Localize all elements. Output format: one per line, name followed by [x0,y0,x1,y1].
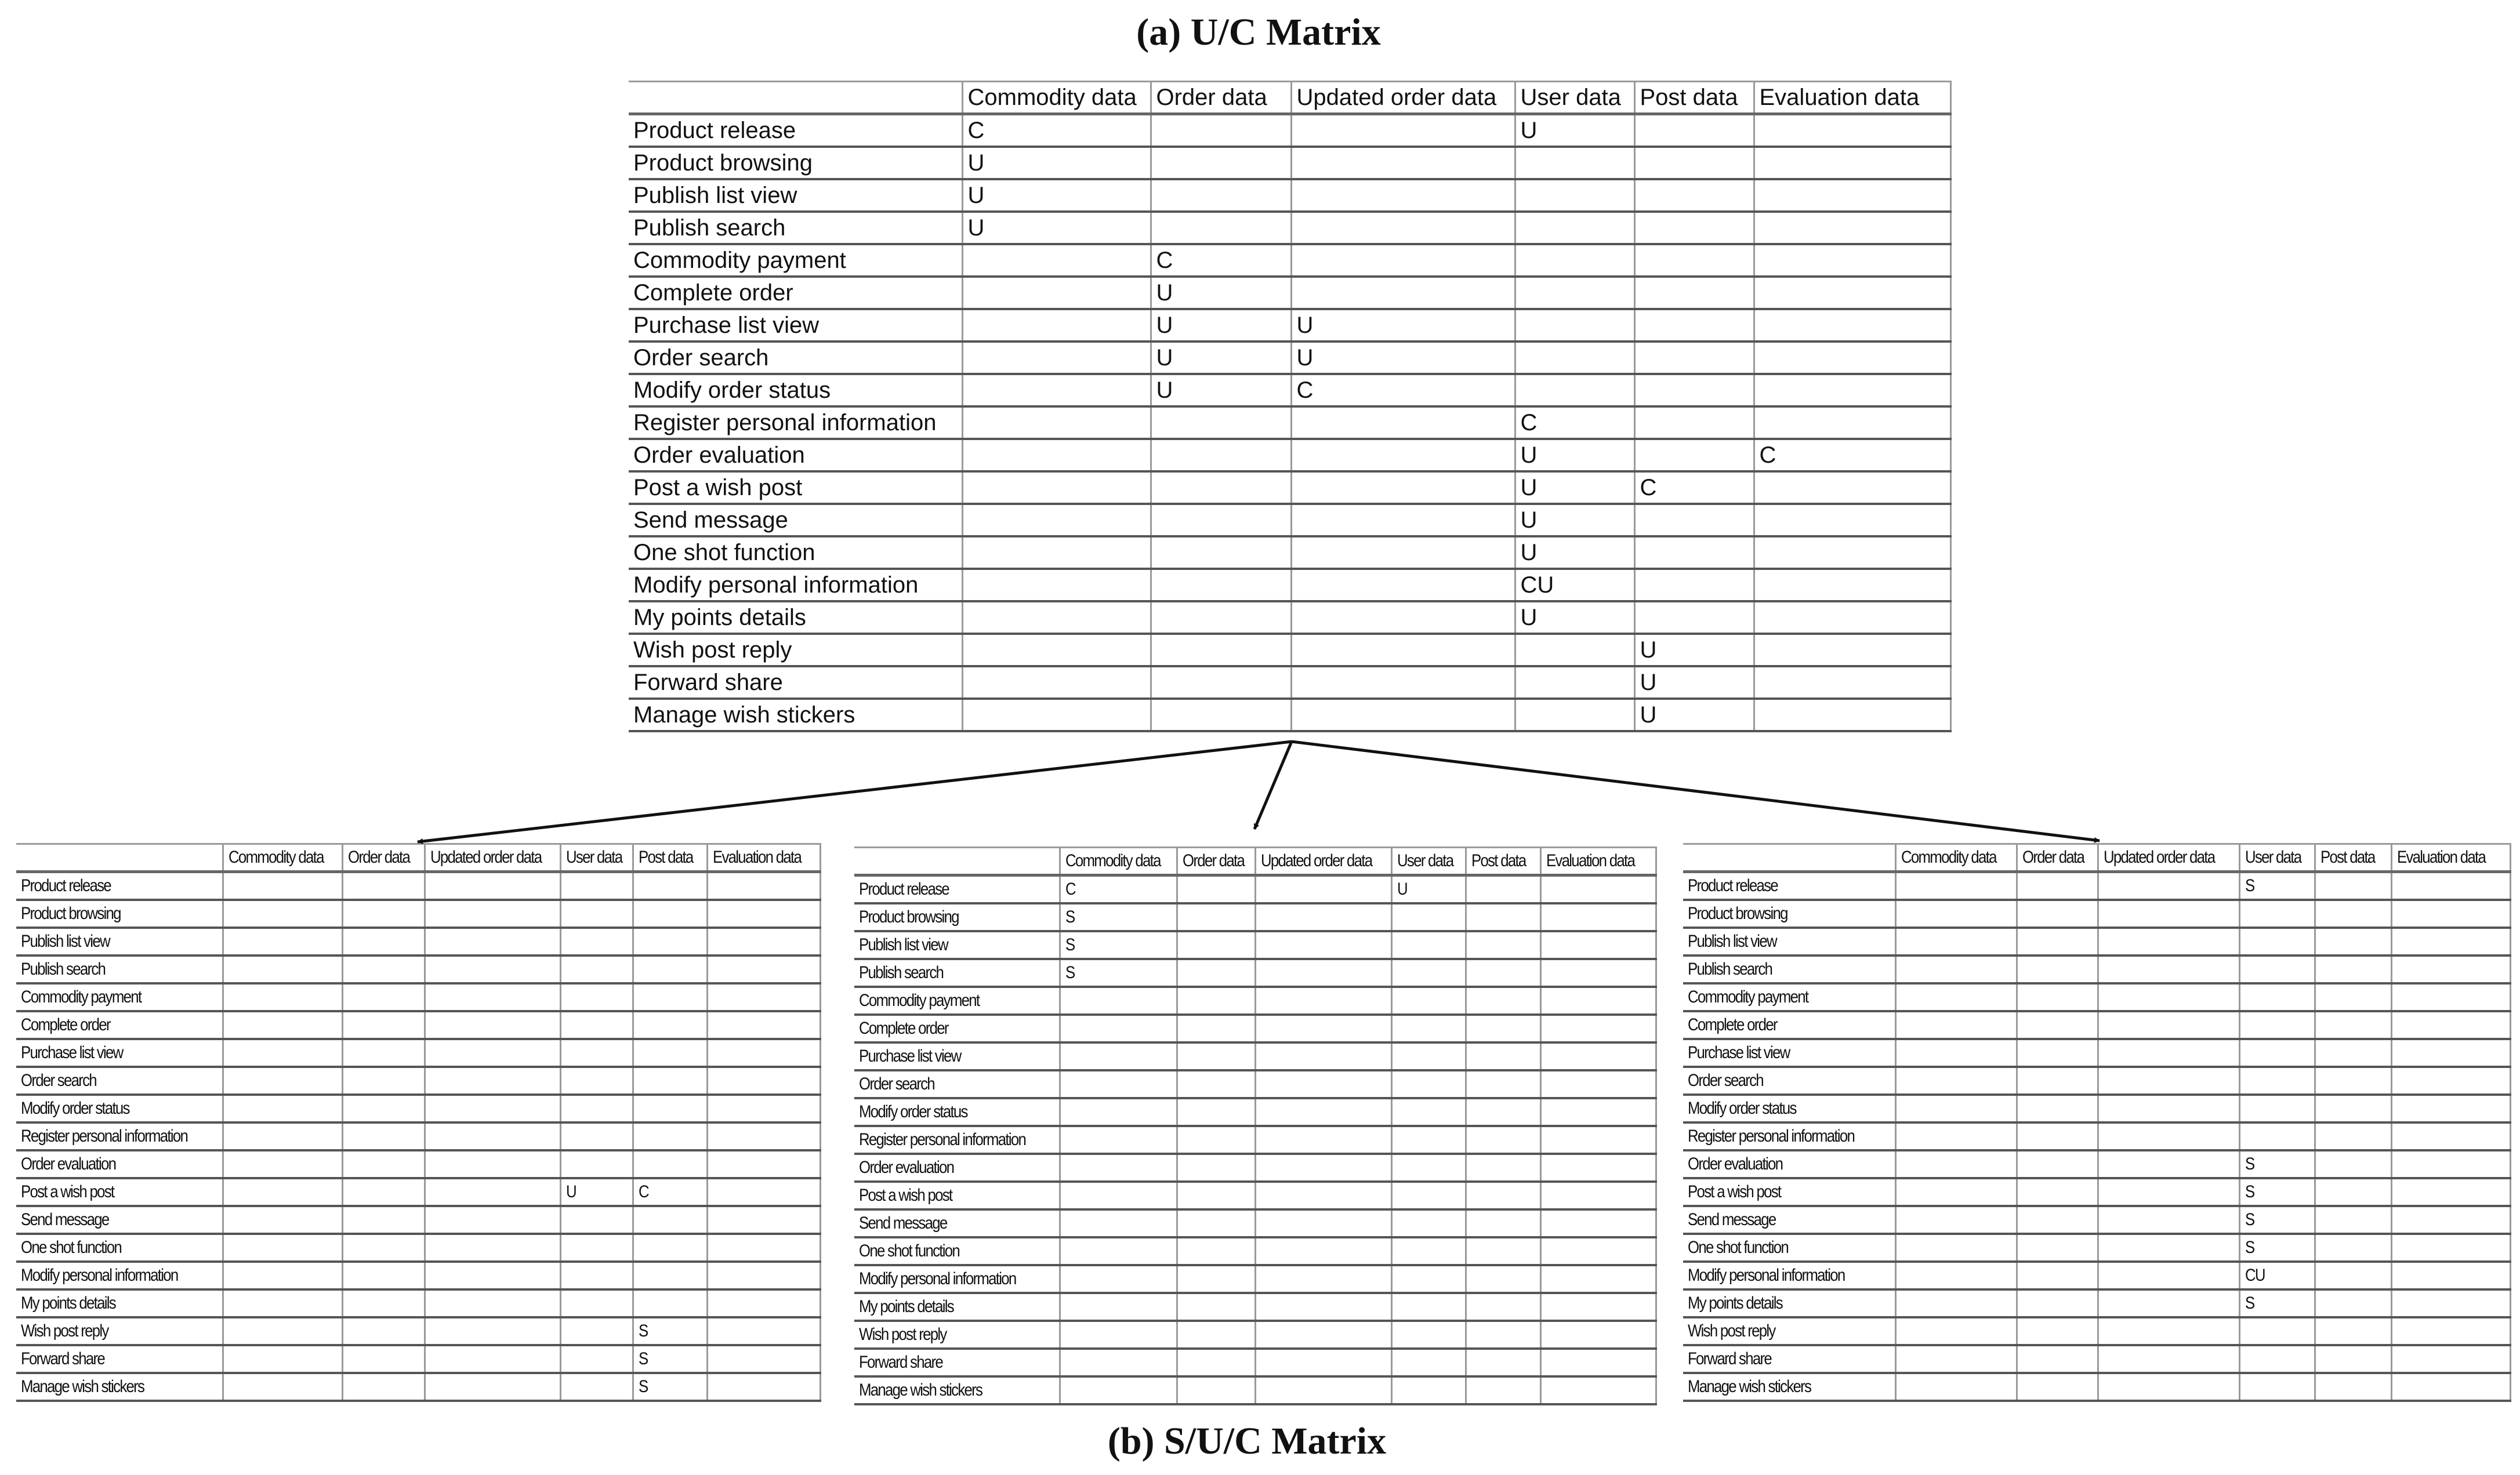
row-label-text: Modify order status [1688,1099,1796,1118]
row-label-text: Publish list view [859,935,948,954]
row-label-text: One shot function [859,1241,959,1260]
matrix-cell: U [1515,471,1634,504]
arrow-to-table-2 [1254,742,1292,829]
row-label-text: Publish list view [21,932,110,951]
matrix-cell: C [1291,374,1515,406]
row-label-text: Register personal information [1688,1127,1855,1146]
column-header-user-data-text: User data [2245,848,2301,867]
matrix-cell-text: CU [2245,1266,2265,1285]
row-label: My points details [629,601,962,634]
row-label-text: Send message [1688,1210,1776,1229]
matrix-cell: C [962,114,1151,147]
matrix-cell-text: S [2245,1154,2254,1174]
matrix-cell: U [1515,536,1634,569]
row-label: Modify order status [629,374,962,406]
row-label-text: Publish list view [1688,932,1776,951]
matrix-cell: U [1151,341,1291,374]
column-header-evaluation-data-text: Evaluation data [1546,851,1634,870]
matrix-cell: U [1151,277,1291,309]
matrix-cell-text: S [2245,1238,2254,1257]
column-header-post-data: Post data [1634,82,1754,114]
matrix-cell: U [1634,699,1754,731]
matrix-cell: C [1151,244,1291,277]
row-label: Publish search [629,212,962,244]
matrix-cell: U [1515,504,1634,536]
matrix-cell: U [1515,439,1634,471]
row-label-text: Purchase list view [859,1047,961,1066]
row-label-text: Purchase list view [1688,1043,1790,1062]
row-label: Publish list view [629,179,962,212]
column-header-evaluation-data: Evaluation data [1754,82,1950,114]
matrix-cell: U [1151,374,1291,406]
row-label: Product release [629,114,962,147]
row-label-text: Product release [1688,876,1778,895]
row-label-text: Modify order status [859,1102,967,1121]
row-label-text: One shot function [1688,1238,1788,1257]
row-label-text: Post a wish post [1688,1182,1781,1201]
matrix-cell-text: S [2245,876,2254,895]
row-label-text: Publish search [859,963,944,982]
row-label-text: Complete order [21,1015,110,1034]
row-label-text: Purchase list view [21,1043,123,1062]
row-label-text: Product release [21,876,111,895]
row-label: Wish post reply [629,634,962,666]
row-label: Forward share [629,666,962,699]
row-label-text: Wish post reply [1688,1321,1775,1340]
row-label-text: Forward share [21,1349,104,1368]
row-label-text: My points details [21,1294,115,1313]
row-label-text: Modify order status [21,1099,129,1118]
row-label-text: Wish post reply [21,1321,108,1340]
matrix-cell-text: S [2245,1210,2254,1229]
row-label-text: Order search [21,1071,96,1090]
column-header-updated-order-data-text: Updated order data [430,848,541,867]
matrix-cell-text: S [1065,935,1074,954]
row-label: Complete order [629,277,962,309]
row-label-text: Product browsing [1688,904,1787,923]
matrix-cell: U [962,212,1151,244]
column-header-order-data-text: Order data [1182,851,1244,870]
row-label-text: Register personal information [859,1130,1026,1149]
column-header-post-data-text: Post data [638,848,693,867]
row-label-text: Order evaluation [1688,1154,1783,1174]
row-label-text: Wish post reply [859,1325,947,1344]
column-header-commodity-data-text: Commodity data [228,848,324,867]
matrix-cell-text: S [1065,963,1074,982]
column-header-post-data-text: Post data [2320,848,2375,867]
row-label: Order evaluation [629,439,962,471]
row-label-text: Register personal information [21,1127,188,1146]
matrix-cell: U [1151,309,1291,341]
column-header-updated-order-data-text: Updated order data [2103,848,2214,867]
row-label: Purchase list view [629,309,962,341]
column-header-commodity-data-text: Commodity data [1901,848,1996,867]
row-label-text: My points details [1688,1294,1782,1313]
matrix-cell-text: C [1065,880,1075,899]
matrix-cell: U [1515,114,1634,147]
column-header-post-data-text: Post data [1471,851,1526,870]
row-label-text: Post a wish post [859,1186,952,1205]
matrix-cell-text: C [638,1182,648,1201]
column-header-user-data: User data [1515,82,1634,114]
row-label: Post a wish post [629,471,962,504]
matrix-cell-text: U [565,1182,576,1201]
matrix-cell: U [962,179,1151,212]
matrix-cell: U [1291,341,1515,374]
arrow-to-table-1 [418,742,1292,842]
row-label: Commodity payment [629,244,962,277]
row-label-text: Publish search [21,960,106,979]
row-label: Order search [629,341,962,374]
row-label: Send message [629,504,962,536]
row-label-text: Manage wish stickers [859,1380,982,1400]
matrix-cell-text: S [638,1321,647,1340]
matrix-cell-text: S [638,1349,647,1368]
arrow-to-table-3 [1292,742,2100,841]
row-label-text: Commodity payment [1688,987,1808,1007]
matrix-cell-text: S [2245,1294,2254,1313]
row-label-text: Complete order [859,1019,948,1038]
matrix-cell: U [1291,309,1515,341]
column-header-order-data-text: Order data [347,848,409,867]
row-label-text: Post a wish post [21,1182,114,1201]
matrix-cell: CU [1515,569,1634,601]
matrix-cell: U [962,147,1151,179]
row-label-text: Forward share [859,1353,942,1372]
matrix-cell: C [1754,439,1950,471]
column-header-evaluation-data-text: Evaluation data [712,848,801,867]
row-label: Product browsing [629,147,962,179]
row-label-text: Commodity payment [21,987,142,1007]
matrix-cell: C [1634,471,1754,504]
row-label: One shot function [629,536,962,569]
column-header-user-data-text: User data [1397,851,1453,870]
row-label-text: Forward share [1688,1349,1771,1368]
column-header-updated-order-data-text: Updated order data [1260,851,1372,870]
title-suc-matrix: (b) S/U/C Matrix [1107,1420,1387,1462]
column-header-updated-order-data: Updated order data [1291,82,1515,114]
row-label-text: One shot function [21,1238,121,1257]
row-label-text: Product release [859,880,949,899]
row-label-text: Product browsing [859,907,959,927]
row-label: Manage wish stickers [629,699,962,731]
row-label-text: Modify personal information [1688,1266,1845,1285]
row-label-text: Send message [21,1210,109,1229]
matrix-cell-text: S [1065,907,1074,927]
row-label-text: Modify personal information [859,1269,1016,1288]
row-label-text: Manage wish stickers [21,1377,144,1396]
column-header-order-data-text: Order data [2022,848,2084,867]
title-uc-matrix: (a) U/C Matrix [1136,11,1381,53]
matrix-cell-text: S [2245,1182,2254,1201]
row-label: Register personal information [629,406,962,439]
row-label-text: Manage wish stickers [1688,1377,1811,1396]
row-label-text: Commodity payment [859,991,980,1010]
matrix-cell: U [1515,601,1634,634]
column-header-evaluation-data-text: Evaluation data [2396,848,2485,867]
row-label-text: Order evaluation [859,1158,954,1177]
row-label-text: Send message [859,1214,947,1233]
row-label-text: My points details [859,1297,953,1316]
matrix-cell-text: S [638,1377,647,1396]
row-label-text: Modify personal information [21,1266,178,1285]
column-header-commodity-data: Commodity data [962,82,1151,114]
row-label-text: Order evaluation [21,1154,116,1174]
matrix-cell-text: U [1397,880,1407,899]
row-label: Modify personal information [629,569,962,601]
row-label-text: Order search [859,1074,934,1093]
column-header-order-data: Order data [1151,82,1291,114]
column-header-commodity-data-text: Commodity data [1065,851,1161,870]
row-label-text: Product browsing [21,904,121,923]
row-label-text: Publish search [1688,960,1772,979]
matrix-cell: U [1634,666,1754,699]
column-header-user-data-text: User data [565,848,622,867]
matrix-cell: C [1515,406,1634,439]
matrix-cell: U [1634,634,1754,666]
row-label-text: Order search [1688,1071,1763,1090]
row-label-text: Complete order [1688,1015,1777,1034]
